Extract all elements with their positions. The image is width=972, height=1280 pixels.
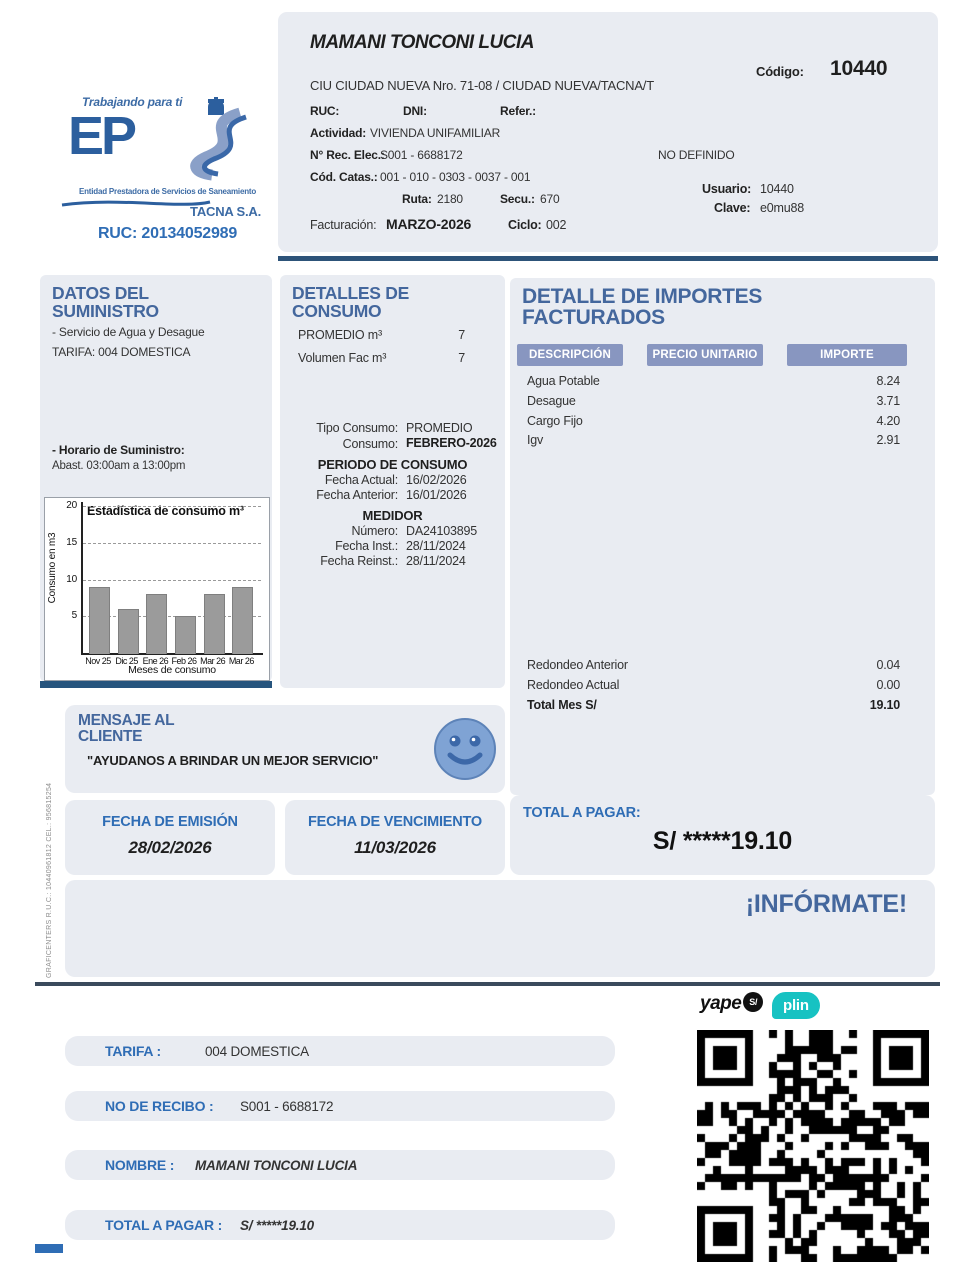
codigo-value: 10440: [830, 57, 888, 80]
customer-address: CIU CIUDAD NUEVA Nro. 71-08 / CIUDAD NUEVA/TACNA/T: [310, 78, 654, 93]
faucet-river-icon: [168, 95, 260, 181]
recibo-label: NO DE RECIBO :: [105, 1098, 214, 1114]
ciclo-label: Ciclo:: [508, 218, 542, 232]
usuario-label: Usuario:: [702, 182, 752, 196]
fecha-reinst-value: 28/11/2024: [406, 554, 466, 568]
printer-credit: GRAFICENTERS R.U.C.: 10440961812 CEL.: 956815254: [46, 782, 53, 978]
suministro-line1: - Servicio de Agua y Desague: [52, 325, 205, 339]
tarifa-label: TARIFA :: [105, 1043, 161, 1059]
fecha-emision-value: 28/02/2026: [128, 838, 212, 857]
redondeo-actual-label: Redondeo Actual: [527, 678, 620, 692]
logo-brand-text: EP: [68, 106, 135, 166]
eps-logo: [60, 95, 275, 243]
importe-row-label: Igv: [527, 433, 544, 447]
secu-label: Secu.:: [500, 192, 535, 206]
total-pagar-panel: [510, 795, 935, 875]
periodo-title: PERIODO DE CONSUMO: [317, 457, 468, 472]
horario-label: - Horario de Suministro:: [52, 443, 185, 457]
footer-row-tarifa: [65, 1036, 615, 1066]
footer-row-total: [65, 1210, 615, 1240]
logo-tagline: Trabajando para ti: [82, 95, 183, 109]
clave-label: Clave:: [714, 201, 751, 215]
tipo-consumo-value: PROMEDIO: [406, 421, 473, 435]
redondeo-anterior-label: Redondeo Anterior: [527, 658, 628, 672]
promedio-value: 7: [458, 328, 465, 342]
col-importe: IMPORTE: [787, 344, 907, 366]
importe-row-amount: 3.71: [876, 394, 900, 408]
fecha-emision-panel: [65, 800, 275, 875]
consumption-chart: [44, 497, 270, 681]
fecha-vencimiento-label: FECHA DE VENCIMIENTO: [307, 814, 483, 830]
chart-ylabel: Consumo en m3: [47, 532, 58, 604]
yape-badge-icon: S/: [743, 992, 763, 1012]
yape-text: yape: [700, 993, 742, 1014]
codigo-label: Código:: [756, 64, 804, 79]
importes-panel: [510, 278, 935, 795]
clave-value: e0mu88: [760, 201, 804, 215]
suministro-panel: [40, 275, 272, 682]
fecha-inst-label: Fecha Inst.:: [335, 539, 398, 553]
qr-code: [697, 1030, 929, 1262]
rec-elec-label: N° Rec. Elec.:: [310, 148, 385, 162]
yape-logo: [700, 992, 763, 1015]
total-mes-value: 19.10: [869, 698, 900, 712]
rec-elec-value: S001 - 6688172: [380, 148, 463, 162]
footer-total-label: TOTAL A PAGAR :: [105, 1217, 223, 1233]
ruc-label: RUC:: [310, 104, 340, 118]
medidor-title: MEDIDOR: [362, 508, 423, 523]
cod-catas-label: Cód. Catas.:: [310, 170, 378, 184]
importe-row-amount: 2.91: [876, 433, 900, 447]
fecha-actual-label: Fecha Actual:: [324, 473, 398, 487]
plin-logo: plin: [772, 992, 820, 1019]
customer-header-panel: [278, 12, 938, 252]
importe-row-label: Desague: [527, 394, 576, 408]
chart-plot: 5 10 15 20 Nov 25 Dic 25 Ene 26 Feb 26 Mar 26 Mar 26: [45, 498, 269, 680]
refer-label: Refer.:: [500, 104, 536, 118]
importe-row-label: Cargo Fijo: [527, 414, 583, 428]
suministro-line2: TARIFA: 004 DOMESTICA: [52, 345, 191, 359]
horario-value: Abast. 03:00am a 13:00pm: [52, 460, 186, 472]
mensaje-text: "AYUDANOS A BRINDAR UN MEJOR SERVICIO": [87, 753, 379, 768]
actividad-value: VIVIENDA UNIFAMILIAR: [370, 126, 501, 140]
chart-title: Estadística de consumo m³: [87, 504, 244, 518]
facturacion-label: Facturación:: [310, 218, 377, 232]
dni-label: DNI:: [403, 104, 427, 118]
fecha-emision-label: FECHA DE EMISIÓN: [102, 814, 238, 830]
ruta-label: Ruta:: [402, 192, 432, 206]
fecha-vencimiento-value: 11/03/2026: [354, 838, 436, 857]
header-divider: [278, 256, 938, 261]
fecha-anterior-label: Fecha Anterior:: [316, 488, 398, 502]
nombre-label: NOMBRE :: [105, 1157, 175, 1173]
fecha-vencimiento-panel: [285, 800, 505, 875]
total-mes-label: Total Mes S/: [527, 698, 597, 712]
fecha-anterior-value: 16/01/2026: [406, 488, 467, 502]
consumo-panel: [280, 275, 505, 688]
promedio-label: PROMEDIO m³: [298, 328, 382, 342]
corner-accent-bar: [35, 1244, 63, 1253]
total-pagar-value: S/ *****19.10: [652, 827, 793, 855]
numero-label: Número:: [351, 524, 398, 538]
footer-row-nombre: [65, 1150, 615, 1180]
nombre-value: MAMANI TONCONI LUCIA: [195, 1158, 358, 1173]
informate-panel: [65, 880, 935, 977]
col-descripcion: DESCRIPCIÓN: [517, 344, 623, 366]
payment-section-divider: [35, 982, 940, 986]
footer-total-value: S/ *****19.10: [240, 1218, 314, 1233]
consumo-mes-value: FEBRERO-2026: [406, 436, 497, 450]
footer-row-recibo: [65, 1091, 615, 1121]
volumen-value: 7: [458, 351, 465, 365]
total-pagar-label: TOTAL A PAGAR:: [523, 805, 641, 821]
tarifa-value: 004 DOMESTICA: [205, 1044, 309, 1059]
tipo-consumo-label: Tipo Consumo:: [316, 421, 398, 435]
mensaje-title: MENSAJE AL CLIENTE: [78, 712, 175, 745]
customer-name: MAMANI TONCONI LUCIA: [310, 32, 534, 53]
logo-subtitle: Entidad Prestadora de Servicios de Saneamiento: [78, 187, 257, 196]
no-definido: NO DEFINIDO: [658, 148, 735, 162]
logo-ruc: RUC: 20134052989: [97, 225, 238, 242]
chart-xlabel: Meses de consumo: [128, 664, 216, 676]
importe-row-amount: 8.24: [876, 374, 900, 388]
numero-value: DA24103895: [406, 524, 477, 538]
mensaje-panel: [65, 705, 505, 793]
ruta-value: 2180: [437, 192, 463, 206]
fecha-inst-value: 28/11/2024: [406, 539, 466, 553]
recibo-value: S001 - 6688172: [240, 1099, 334, 1114]
ciclo-value: 002: [546, 218, 567, 232]
logo-company: TACNA S.A.: [190, 204, 261, 219]
consumo-title: DETALLES DE CONSUMO: [292, 283, 409, 321]
col-precio-unitario: PRECIO UNITARIO: [647, 344, 763, 366]
importe-row-amount: 4.20: [876, 414, 900, 428]
suministro-bottom-bar: [40, 681, 272, 688]
smiley-icon: [433, 717, 497, 781]
consumo-mes-label: Consumo:: [342, 437, 398, 451]
redondeo-anterior-value: 0.04: [876, 658, 900, 672]
importe-row-label: Agua Potable: [527, 374, 600, 388]
informate-text: ¡INFÓRMATE!: [745, 890, 907, 918]
secu-value: 670: [540, 192, 560, 206]
usuario-value: 10440: [760, 182, 794, 196]
actividad-label: Actividad:: [310, 126, 367, 140]
volumen-label: Volumen Fac m³: [298, 351, 387, 365]
facturacion-value: MARZO-2026: [386, 216, 472, 232]
importes-title: DETALLE DE IMPORTES FACTURADOS: [522, 285, 763, 330]
cod-catas-value: 001 - 010 - 0303 - 0037 - 001: [380, 170, 531, 184]
redondeo-actual-value: 0.00: [876, 678, 900, 692]
fecha-actual-value: 16/02/2026: [406, 473, 467, 487]
suministro-title: DATOS DEL SUMINISTRO: [52, 283, 159, 321]
fecha-reinst-label: Fecha Reinst.:: [320, 554, 398, 568]
